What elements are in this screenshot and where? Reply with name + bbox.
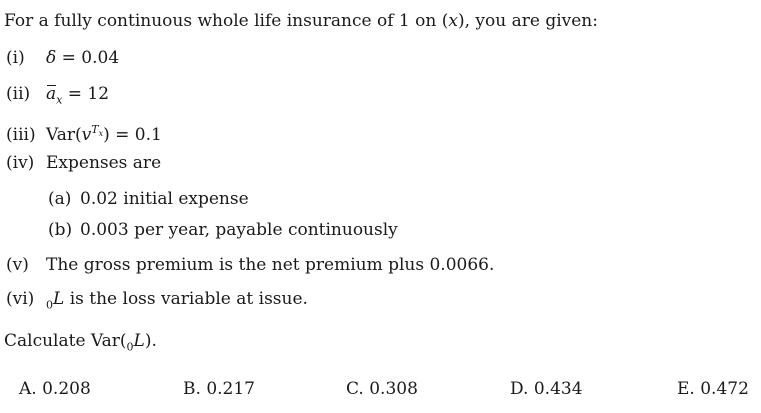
- item-math: [46, 125, 162, 145]
- item-text: Expenses are: [46, 153, 162, 173]
- given-item-i: [6, 48, 119, 68]
- problem-intro: [4, 11, 598, 31]
- choice-value: 0.217: [206, 379, 255, 399]
- sub-item-a: [48, 189, 249, 209]
- question: [4, 331, 157, 357]
- item-value: = 12: [62, 84, 110, 104]
- var-prefix: Var(: [46, 124, 82, 145]
- item-value: ) = 0.1: [103, 124, 162, 145]
- item-number: (i): [6, 48, 25, 68]
- item-number: (iii): [6, 124, 36, 145]
- choice-letter: E.: [677, 379, 695, 399]
- choice-value: 0.434: [533, 379, 583, 399]
- choice-value: 0.308: [369, 379, 418, 399]
- question-loss-symbol: L: [133, 331, 145, 351]
- item-number: (ii): [6, 84, 31, 104]
- intro-suffix: ), you are given:: [457, 11, 598, 31]
- sub-item-text: 0.02 initial expense: [80, 189, 249, 209]
- item-math: [46, 48, 119, 68]
- sub-item-number: (a): [48, 189, 72, 209]
- t-subscript: x: [98, 129, 104, 139]
- question-presubscript: 0: [126, 340, 134, 354]
- given-item-iv: [6, 153, 161, 173]
- t-symbol: T: [91, 123, 99, 136]
- item-text: The gross premium is the net premium plus 0.0066.: [46, 255, 495, 275]
- item-number: (v): [6, 255, 29, 275]
- given-item-v: [6, 255, 494, 275]
- v-symbol: v: [81, 124, 92, 145]
- sub-item-number: (b): [48, 220, 73, 240]
- annuity-subscript: x: [56, 93, 63, 107]
- intro-variable: x: [448, 11, 458, 31]
- loss-presubscript: 0: [46, 298, 53, 312]
- item-number: (vi): [6, 289, 35, 309]
- choice-d[interactable]: [510, 379, 583, 399]
- given-item-iii: [6, 120, 162, 145]
- sub-item-text: 0.003 per year, payable continuously: [80, 220, 398, 240]
- choice-letter: D.: [510, 379, 529, 399]
- choice-letter: B.: [183, 379, 201, 399]
- choice-value: 0.208: [42, 379, 91, 399]
- item-text: is the loss variable at issue.: [64, 289, 308, 309]
- answer-choices: [0, 379, 761, 401]
- choice-c[interactable]: [346, 379, 418, 399]
- sub-item-b: [48, 220, 398, 240]
- annuity-symbol: a: [46, 84, 57, 104]
- choice-a[interactable]: [19, 379, 91, 399]
- given-item-vi: [6, 289, 308, 315]
- intro-prefix: For a fully continuous whole life insurance of 1 on (: [4, 11, 449, 31]
- question-suffix: ).: [144, 331, 157, 351]
- choice-e[interactable]: [677, 379, 749, 399]
- choice-value: 0.472: [700, 379, 749, 399]
- choice-letter: C.: [346, 379, 364, 399]
- choice-b[interactable]: [183, 379, 255, 399]
- delta-symbol: δ: [46, 48, 57, 68]
- given-item-ii: [6, 84, 109, 110]
- choice-letter: A.: [19, 379, 37, 399]
- item-number: (iv): [6, 153, 35, 173]
- loss-symbol: L: [53, 289, 65, 309]
- question-prefix: Calculate Var(: [4, 331, 127, 351]
- item-value: = 0.04: [56, 48, 120, 68]
- item-math: [46, 84, 110, 107]
